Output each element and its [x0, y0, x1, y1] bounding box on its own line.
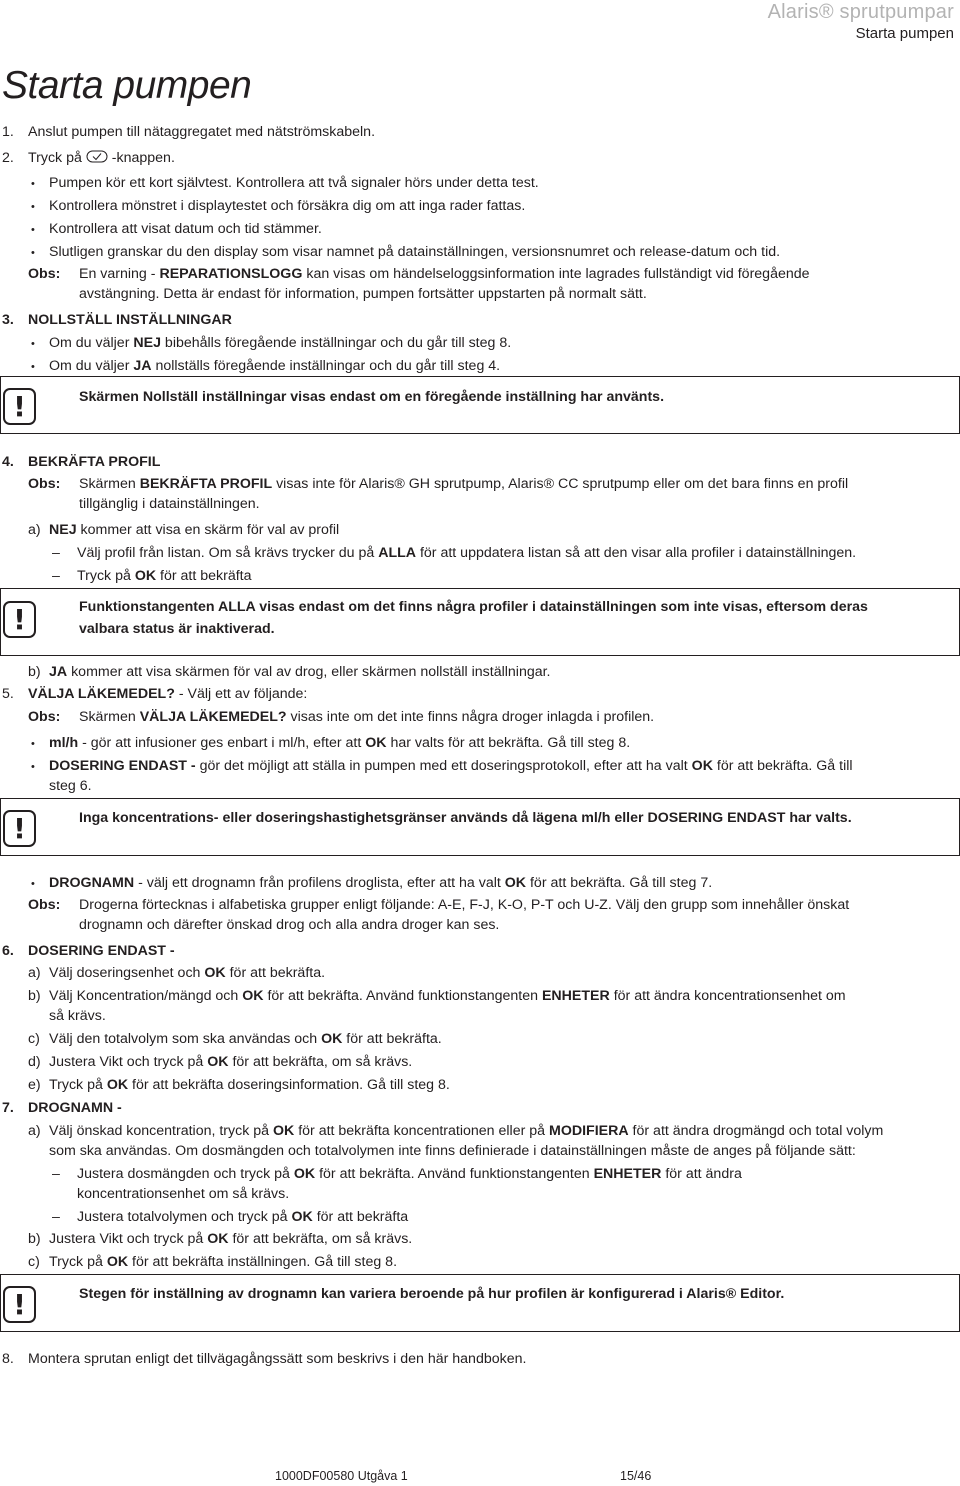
step-3-title: NOLLSTÄLL INSTÄLLNINGAR	[28, 312, 232, 328]
text-span: Välj den totalvolym som ska användas och	[49, 1031, 322, 1047]
text-span: Om du väljer	[49, 358, 134, 374]
bold-span: ENHETER	[541, 988, 610, 1004]
step-7a-dash-1: Justera dosmängden och tryck på OK för att bekräfta. Använd funktionstangenten ENHETER för att ändra	[77, 1166, 742, 1182]
step-5-bullet-mlh: ml/h - gör att infusioner ges enbart i ml/h, efter att OK har valts för att bekräfta. Gå till steg 8.	[49, 735, 631, 751]
bold-span: NEJ	[133, 335, 161, 351]
dash-marker: –	[52, 1166, 60, 1182]
step-6-item-label: d)	[28, 1054, 41, 1070]
step-2-post: -knappen.	[111, 150, 175, 166]
step-6-item-text	[49, 1052, 412, 1072]
step-number: 7.	[2, 1100, 14, 1116]
obs-1-line-2: avstängning. Detta är endast för information, pumpen fortsätter uppstarten på normalt sätt.	[79, 286, 647, 302]
step-5-bullet-dosering: DOSERING ENDAST - gör det möjligt att ställa in pumpen med ett doseringsprotokoll, efter att ha valt OK för att bekräfta. Gå till	[49, 758, 853, 774]
step-7c-label: c)	[28, 1254, 40, 1270]
obs-2-line-1: Skärmen BEKRÄFTA PROFIL visas inte för Alaris® GH sprutpump, Alaris® CC sprutpump eller om det bara finns en profil	[79, 476, 849, 492]
step-6-item-label: e)	[28, 1077, 41, 1093]
text-span: för att bekräfta. Använd funktionstangenten	[263, 988, 542, 1004]
step-number: 3.	[2, 312, 14, 328]
bold-span: OK	[207, 1054, 229, 1070]
text-span: nollställs föregående inställningar och du går till steg 4.	[151, 358, 501, 374]
step-number: 6.	[2, 943, 14, 959]
text-span: Välj Koncentration/mängd och	[49, 988, 243, 1004]
step-3-bullet	[49, 356, 500, 376]
bullet-marker: •	[31, 178, 35, 190]
step-4a-dash-1: Välj profil från listan. Om så krävs trycker du på ALLA för att uppdatera listan så att den visar alla profiler i datainställningen.	[77, 545, 857, 561]
step-7a-line-1: Välj önskad koncentration, tryck på OK för att bekräfta koncentrationen eller på MODIFIERA för att ändra drogmängd och total volym	[49, 1123, 884, 1139]
step-2-bullet: Pumpen kör ett kort självtest. Kontrollera att två signaler hörs under detta test.	[49, 175, 539, 191]
footer-doc-id: 1000DF00580 Utgåva 1	[275, 1469, 408, 1483]
step-number: 5.	[2, 686, 14, 702]
step-2-bullet: Kontrollera att visat datum och tid stämmer.	[49, 221, 322, 237]
bullet-marker: •	[31, 338, 35, 350]
obs-label: Obs:	[28, 476, 61, 492]
step-6-item-text	[49, 963, 325, 983]
obs-1-line-1: En varning - REPARATIONSLOGG kan visas om händelseloggsinformation inte lagrades fullständigt vid föregående	[79, 266, 810, 282]
bold-span: OK	[204, 965, 226, 981]
warning-text-line-2: valbara status är inaktiverad.	[79, 621, 275, 637]
obs-3-text: Skärmen VÄLJA LÄKEMEDEL? visas inte om det inte finns några droger inlagda i profilen.	[79, 709, 655, 725]
footer-page-number: 15/46	[620, 1469, 652, 1483]
step-7b-label: b)	[28, 1231, 41, 1247]
step-4a-dash-2: Tryck på OK för att bekräfta	[77, 568, 252, 584]
bullet-marker: •	[31, 224, 35, 236]
warning-text: Skärmen Nollställ inställningar visas endast om en föregående inställning har använts.	[79, 389, 665, 405]
warning-text: Inga koncentrations- eller doseringshastighetsgränser används då lägena ml/h eller DOSERING ENDAST har valts.	[79, 810, 852, 826]
bold-span: JA	[133, 358, 152, 374]
step-7b-text: Justera Vikt och tryck på OK för att bekräfta, om så krävs.	[49, 1231, 413, 1247]
text-span: för att bekräfta doseringsinformation. Gå till steg 8.	[128, 1077, 450, 1093]
dash-marker: –	[52, 568, 60, 584]
step-2-text	[28, 148, 175, 168]
bullet-marker: •	[31, 738, 35, 750]
step-4a-text: NEJ kommer att visa en skärm för val av profil	[49, 522, 340, 538]
obs-2-line-2: tillgänglig i datainställningen.	[79, 496, 260, 512]
step-1-text: Anslut pumpen till nätaggregatet med nätströmskabeln.	[28, 124, 376, 140]
step-number: 4.	[2, 454, 14, 470]
bullet-marker: •	[31, 247, 35, 259]
header-brand: Alaris® sprutpumpar	[767, 1, 954, 23]
power-key-icon	[86, 150, 108, 163]
warning-box	[0, 1274, 960, 1332]
obs-label: Obs:	[28, 266, 61, 282]
step-6-item-label: b)	[28, 988, 41, 1004]
warning-text: Stegen för inställning av drognamn kan variera beroende på hur profilen är konfigurerad i Alaris® Editor.	[79, 1286, 785, 1302]
step-7a-line-2: som ska användas. Om dosmängden och totalvolymen inte finns definierade i datainställningen måste de anges på följande sätt:	[49, 1143, 856, 1159]
bullet-marker: •	[31, 201, 35, 213]
text-span: Justera Vikt och tryck på	[49, 1054, 208, 1070]
step-2-pre: Tryck på	[28, 150, 82, 166]
step-6-item-text	[49, 986, 846, 1006]
step-5-bullet-drognamn: DROGNAMN - välj ett drognamn från profilens droglista, efter att ha valt OK för att bekräfta. Gå till steg 7.	[49, 875, 713, 891]
exclamation-warning-icon: !	[3, 1286, 36, 1323]
step-7a-dash-1-line-2: koncentrationsenhet om så krävs.	[77, 1186, 290, 1202]
step-6-item-line-2: så krävs.	[49, 1008, 106, 1024]
exclamation-warning-icon: !	[3, 601, 36, 638]
exclamation-warning-icon: !	[3, 810, 36, 847]
step-5-title: VÄLJA LÄKEMEDEL? - Välj ett av följande:	[28, 686, 308, 702]
warning-box	[0, 798, 960, 856]
obs-4-line-1: Drogerna förtecknas i alfabetiska grupper enligt följande: A-E, F-J, K-O, P-T och U-Z. Välj den grupp som innehåller önskat	[79, 897, 850, 913]
bold-span: OK	[242, 988, 264, 1004]
step-4-title: BEKRÄFTA PROFIL	[28, 454, 161, 470]
step-6-item-label: c)	[28, 1031, 40, 1047]
text-span: för att bekräfta.	[342, 1031, 442, 1047]
text-span: Välj doseringsenhet och	[49, 965, 205, 981]
step-2-bullet: Slutligen granskar du den display som visar namnet på datainställningen, versionsnumret och release-datum och tid.	[49, 244, 781, 260]
text-span: för att ändra koncentrationsenhet om	[609, 988, 846, 1004]
step-7c-text: Tryck på OK för att bekräfta inställningen. Gå till steg 8.	[49, 1254, 398, 1270]
step-number: 2.	[2, 150, 14, 166]
step-5-bullet-dosering-line-2: steg 6.	[49, 778, 92, 794]
warning-text-line-1: Funktionstangenten ALLA visas endast om det finns några profiler i datainställningen som inte visas, eftersom deras	[79, 599, 868, 615]
step-4b-text: JA kommer att visa skärmen för val av drog, eller skärmen nollställ inställningar.	[49, 664, 551, 680]
obs-label: Obs:	[28, 897, 61, 913]
bullet-marker: •	[31, 361, 35, 373]
step-7a-dash-2: Justera totalvolymen och tryck på OK för att bekräfta	[77, 1209, 409, 1225]
text-span: Om du väljer	[49, 335, 134, 351]
step-4a-label: a)	[28, 522, 41, 538]
bullet-marker: •	[31, 878, 35, 890]
step-6-item-text	[49, 1075, 450, 1095]
obs-label: Obs:	[28, 709, 61, 725]
step-number: 8.	[2, 1351, 14, 1367]
page-title: Starta pumpen	[2, 64, 252, 107]
header-section: Starta pumpen	[855, 25, 954, 42]
step-7-title: DROGNAMN -	[28, 1100, 122, 1116]
step-6-item-text	[49, 1029, 442, 1049]
step-7a-label: a)	[28, 1123, 41, 1139]
text-span: för att bekräfta.	[225, 965, 326, 981]
page-header	[768, 0, 954, 44]
step-2-bullet: Kontrollera mönstret i displaytestet och försäkra dig om att inga rader fattas.	[49, 198, 526, 214]
dash-marker: –	[52, 1209, 60, 1225]
step-6-item-label: a)	[28, 965, 41, 981]
warning-box	[0, 588, 960, 656]
step-number: 1.	[2, 124, 14, 140]
step-3-bullet	[49, 333, 511, 353]
bullet-marker: •	[31, 761, 35, 773]
text-span: Tryck på	[49, 1077, 107, 1093]
obs-4-line-2: drognamn och därefter önskad drog och alla andra droger kan ses.	[79, 917, 500, 933]
step-8-text: Montera sprutan enligt det tillvägagångssätt som beskrivs i den här handboken.	[28, 1351, 527, 1367]
warning-box	[0, 376, 960, 434]
exclamation-warning-icon: !	[3, 388, 36, 425]
step-4b-label: b)	[28, 664, 41, 680]
dash-marker: –	[52, 545, 60, 561]
text-span: bibehålls föregående inställningar och du går till steg 8.	[160, 335, 512, 351]
step-6-title: DOSERING ENDAST -	[28, 943, 175, 959]
bold-span: OK	[321, 1031, 343, 1047]
text-span: för att bekräfta, om så krävs.	[228, 1054, 413, 1070]
bold-span: OK	[106, 1077, 129, 1093]
